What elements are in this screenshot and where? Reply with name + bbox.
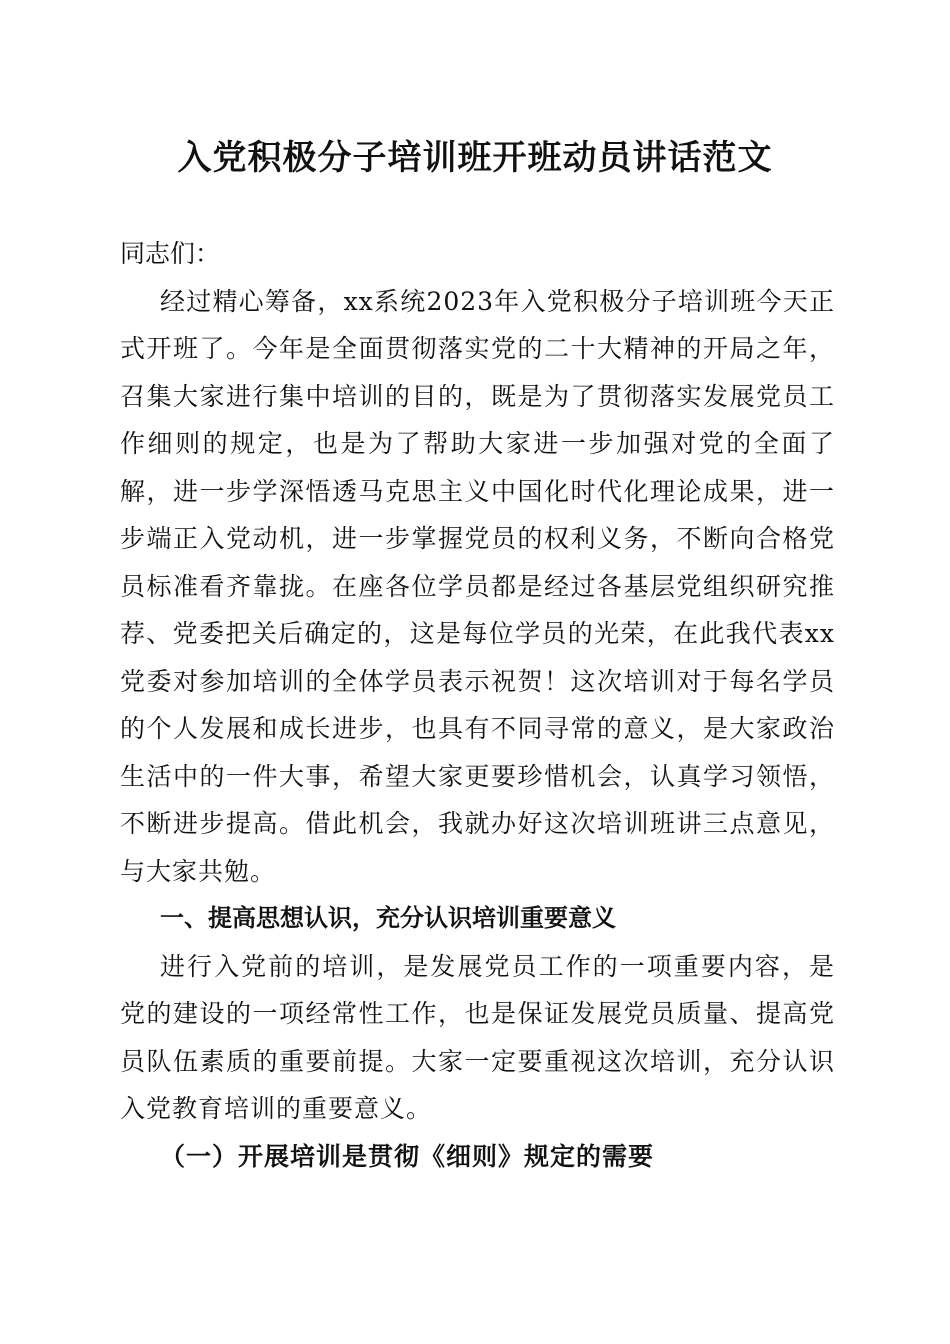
document-body [120,230,835,1180]
section-heading-1: 一、提高思想认识，充分认识培训重要意义 [160,904,616,932]
section-1-paragraph: 进行入党前的培训，是发展党员工作的一项重要内容，是党的建设的一项经常性工作，也是保证发展党员质量、提高党员队伍素质的重要前提。大家一定要重视这次培训，充分认识入党教育培训的重要意义。 [120,951,835,1123]
subsection-heading-1: （一）开展培训是贯彻《细则》规定的需要 [160,1141,655,1171]
intro-paragraph: 经过精心筹备，xx系统2023年入党积极分子培训班今天正式开班了。今年是全面贯彻落实党的二十大精神的开局之年，召集大家进行集中培训的目的，既是为了贯彻落实发展党员工作细则的规定，也是为了帮助大家进一步加强对党的全面了解，进一步学深悟透马克思主义中国化时代化理论成果，进一步端正入党动机，进一步掌握党员的权利义务，不断向合格党员标准看齐靠拢。在座各位学员都是经过各基层党组织研究推荐、党委把关后确定的，这是每位学员的光荣，在此我代表xx党委对参加培训的全体学员表示祝贺！这次培训对于每名学员的个人发展和成长进步，也具有不同寻常的意义，是大家政治生活中的一件大事，希望大家更要珍惜机会，认真学习领悟，不断进步提高。借此机会，我就办好这次培训班讲三点意见，与大家共勉。 [120,286,835,886]
document-title: 入党积极分子培训班开班动员讲话范文 [177,138,773,178]
salutation: 同志们： [120,239,221,268]
